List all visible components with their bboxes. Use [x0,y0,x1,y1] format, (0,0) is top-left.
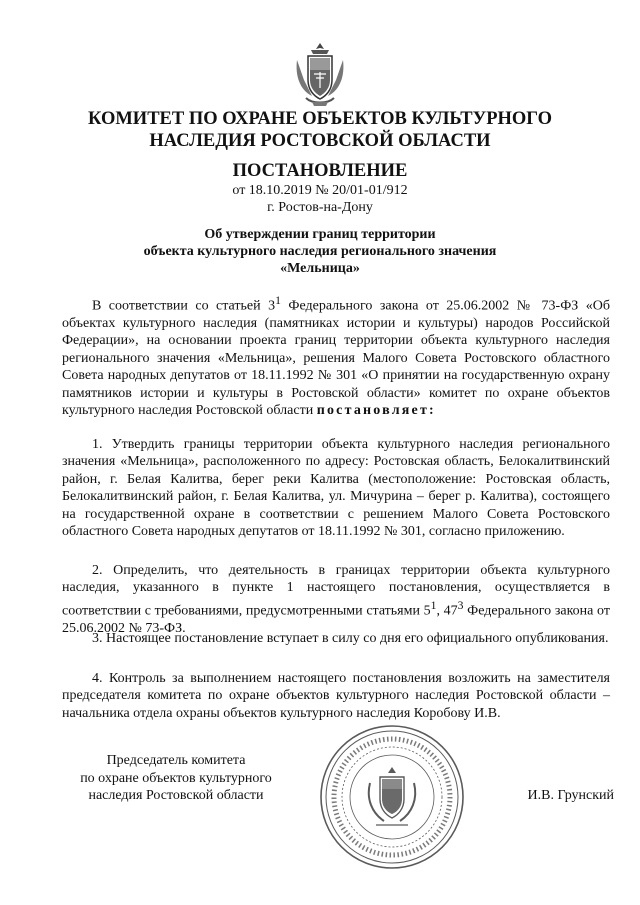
signatory-title [60,752,292,805]
signatory-name: И.В. Грунский [527,788,614,803]
preamble-paragraph [62,292,610,420]
signatory-title-line2: по охране объектов культурного [80,770,272,786]
item-2-paragraph [62,562,610,637]
preamble-part1: В соответствии со статьей 3 [92,298,276,314]
item-3-paragraph: 3. Настоящее постановление вступает в силу со дня его официального опубликования. [92,631,609,646]
document-subject [120,226,520,277]
document-date-number: от 18.10.2019 № 20/01-01/912 [232,183,408,198]
item-2-part-b: , 47 [436,603,458,619]
signatory-title-line1: Председатель комитета [106,753,246,768]
document-type-title: ПОСТАНОВЛЕНИЕ [232,161,408,181]
committee-name-line1: КОМИТЕТ ПО ОХРАНЕ ОБЪЕКТОВ КУЛЬТУРНОГО [88,109,552,129]
item-1-paragraph: 1. Утвердить границы территории объекта культурного наследия регионального значения «Мельница», расположенного по адресу: Ростовская область, Белокалитвинский район, г. Белая Калитва, берег реки Калитва (местоположение: Ростовская область, Белокалитвинский район, г. Белая Калитва, ул. Мичурина – берег р. Калитва), состоящего на государственной охране в соответствии с решением Малого Совета Ростовского областного Совета народных депутатов от 18.11.1992 № 301, согласно приложению. [62,437,610,540]
official-seal-stamp [318,723,466,871]
committee-name-line2: НАСЛЕДИЯ РОСТОВСКОЙ ОБЛАСТИ [149,131,491,151]
subject-line1: Об утверждении границ территории [204,227,436,242]
subject-line3: «Мельница» [280,261,360,276]
item-2-part-a: 2. Определить, что деятельность в границах территории объекта культурного наследия, указанного в пункте 1 настоящего постановления, осуществляется в соответствии с требованиями, предусмотренными статьями 5 [62,563,610,619]
decree-word: постановляет: [316,403,436,419]
preamble-superscript: 1 [275,294,281,307]
item-4-paragraph: 4. Контроль за выполнением настоящего постановления возложить на заместителя председателя комитета по охране объектов культурного наследия Ростовской области – начальника отдела охраны объектов культурного наследия Коробову И.В. [62,671,610,721]
committee-name [60,108,580,152]
rostov-coat-of-arms-emblem [292,40,348,108]
preamble-part2: Федерального закона от 25.06.2002 № 73-ФЗ «Об объектах культурного наследия (памятниках истории и культуры) народов Российской Федерации», на основании проекта границ территории объекта культурного наследия регионального значения «Мельница», решения Малого Совета Ростовского областного Совета народных депутатов от 18.11.1992 № 301 «О принятии на государственную охрану памятников истории и культуры в Ростовской области» комитет по охране объектов культурного наследия Ростовской области [62,298,610,419]
item-2-superscript-2: 3 [457,598,464,612]
document-place: г. Ростов-на-Дону [267,200,373,215]
subject-line2: объекта культурного наследия регионального значения [143,244,497,259]
item-2-part-c: Федерального закона от 25.06.2002 № 73-ФЗ. [62,603,610,636]
signatory-title-line3: наследия Ростовской области [88,788,264,803]
item-2-superscript-1: 1 [430,598,437,612]
